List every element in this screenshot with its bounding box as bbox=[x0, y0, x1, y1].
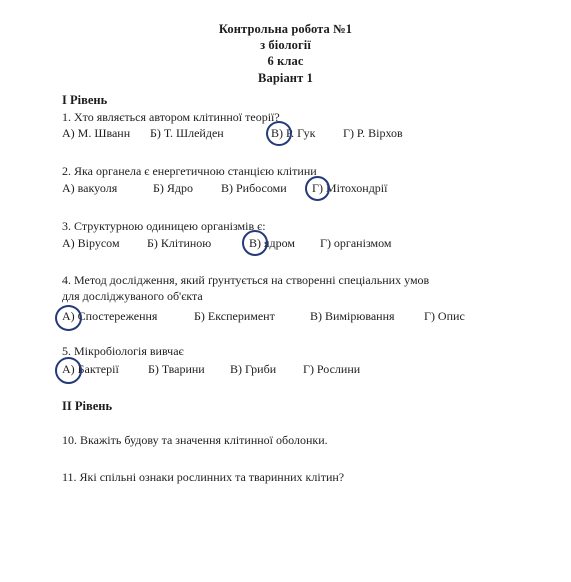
q5-option-d: Г) Рослини bbox=[303, 362, 361, 376]
question-5-text: 5. Мікробіологія вивчає bbox=[62, 344, 184, 358]
variant-line: Варіант 1 bbox=[258, 71, 313, 85]
q3-option-d: Г) організмом bbox=[320, 236, 392, 250]
grade-line: 6 клас bbox=[267, 54, 304, 68]
q1-option-b: Б) Т. Шлейден bbox=[150, 126, 224, 140]
q2-option-c: В) Рибосоми bbox=[221, 181, 287, 195]
question-1-text: 1. Хто являється автором клітинної теорії? bbox=[62, 110, 280, 124]
q2-option-a: А) вакуоля bbox=[62, 181, 118, 195]
question-4-text-cont: для досліджуваного об'єкта bbox=[62, 289, 203, 303]
q3-option-c: В) ядром bbox=[249, 236, 295, 250]
question-10-text: 10. Вкажіть будову та значення клітинної оболонки. bbox=[62, 433, 328, 447]
q5-option-b: Б) Тварини bbox=[148, 362, 205, 376]
q2-option-d: Г) Мітохондрії bbox=[312, 181, 388, 195]
q4-option-a: А) Спостереження bbox=[62, 309, 158, 323]
q5-option-a: А) Бактерії bbox=[62, 362, 119, 376]
section-level-1: І Рівень bbox=[62, 93, 108, 107]
q3-option-a: А) Вірусом bbox=[62, 236, 120, 250]
q4-option-d: Г) Опис bbox=[424, 309, 465, 323]
q1-option-c: В) Р. Гук bbox=[271, 126, 316, 140]
q3-option-b: Б) Клітиною bbox=[147, 236, 212, 250]
question-3-text: 3. Структурною одиницею організмів є: bbox=[62, 219, 266, 233]
q5-option-c: В) Гриби bbox=[230, 362, 277, 376]
subject-line: з біології bbox=[260, 38, 311, 52]
question-4-text: 4. Метод дослідження, який ґрунтується на створенні спеціальних умов bbox=[62, 273, 430, 287]
q1-option-d: Г) Р. Вірхов bbox=[343, 126, 403, 140]
question-11-text: 11. Які спільні ознаки рослинних та тваринних клітин? bbox=[62, 470, 345, 484]
section-level-2: ІІ Рівень bbox=[62, 399, 113, 413]
question-2-text: 2. Яка органела є енергетичною станцією клітини bbox=[62, 164, 317, 178]
q1-option-a: А) М. Шванн bbox=[62, 126, 131, 140]
q2-option-b: Б) Ядро bbox=[153, 181, 193, 195]
page-title: Контрольна робота №1 bbox=[218, 22, 353, 36]
q4-option-b: Б) Експеримент bbox=[194, 309, 275, 323]
q4-option-c: В) Вимірювання bbox=[310, 309, 395, 323]
